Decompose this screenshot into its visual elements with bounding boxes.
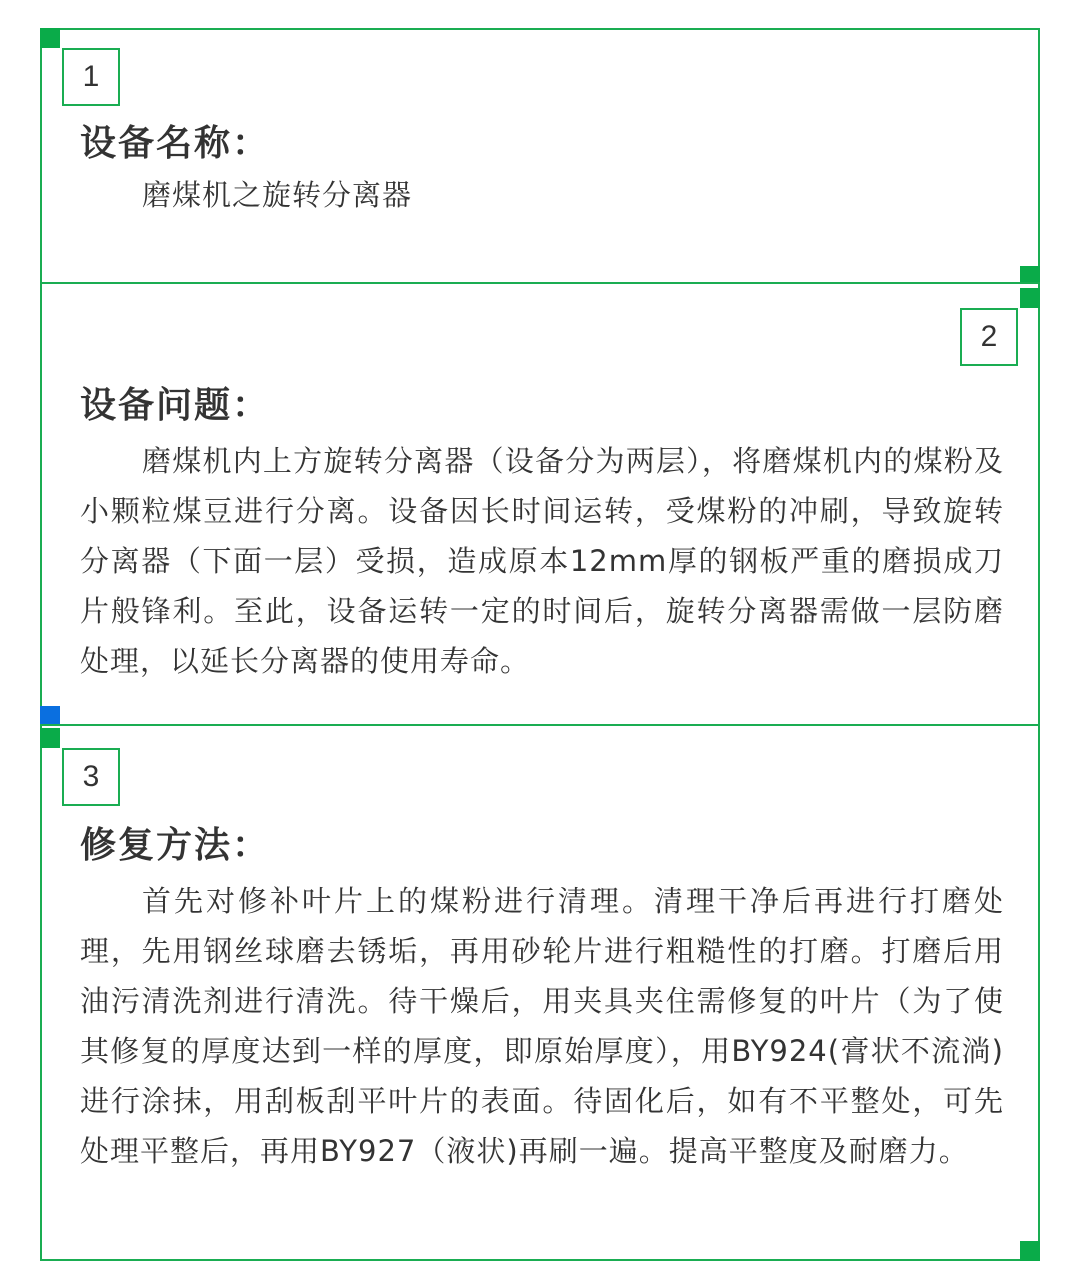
section-heading: 修复方法： (80, 825, 271, 866)
section-number-badge: 2 (960, 308, 1018, 366)
corner-marker (40, 28, 60, 48)
section-repair-method (40, 724, 1040, 1261)
section-body: 磨煤机之旋转分离器 (142, 178, 413, 212)
section-heading: 设备名称： (80, 123, 271, 164)
corner-marker (40, 728, 60, 748)
corner-marker (1020, 1241, 1040, 1261)
corner-marker (1020, 288, 1040, 308)
section-device-name (40, 28, 1040, 286)
section-body: 首先对修补叶片上的煤粉进行清理。清理干净后再进行打磨处理，先用钢丝球磨去锈垢，再用砂轮片进行粗糙性的打磨。打磨后用油污清洗剂进行清洗。待干燥后，用夹具夹住需修复的叶片（为了使其修复的厚度达到一样的厚度，即原始厚度），用BY924(膏状不流淌)进行涂抹，用刮板刮平叶片的表面。待固化后，如有不平整处，可先处理平整后，再用BY927（液状)再刷一遍。提高平整度及耐磨力。 (80, 884, 1004, 1168)
section-heading: 设备问题： (80, 385, 271, 426)
corner-marker (40, 706, 60, 726)
section-body: 磨煤机内上方旋转分离器（设备分为两层），将磨煤机内的煤粉及小颗粒煤豆进行分离。设备因长时间运转，受煤粉的冲刷，导致旋转分离器（下面一层）受损，造成原本12mm厚的钢板严重的磨损成刀片般锋利。至此，设备运转一定的时间后，旋转分离器需做一层防磨处理，以延长分离器的使用寿命。 (80, 444, 1004, 678)
section-number-badge: 1 (62, 48, 120, 106)
section-device-problem (40, 282, 1040, 726)
section-number-badge: 3 (62, 748, 120, 806)
